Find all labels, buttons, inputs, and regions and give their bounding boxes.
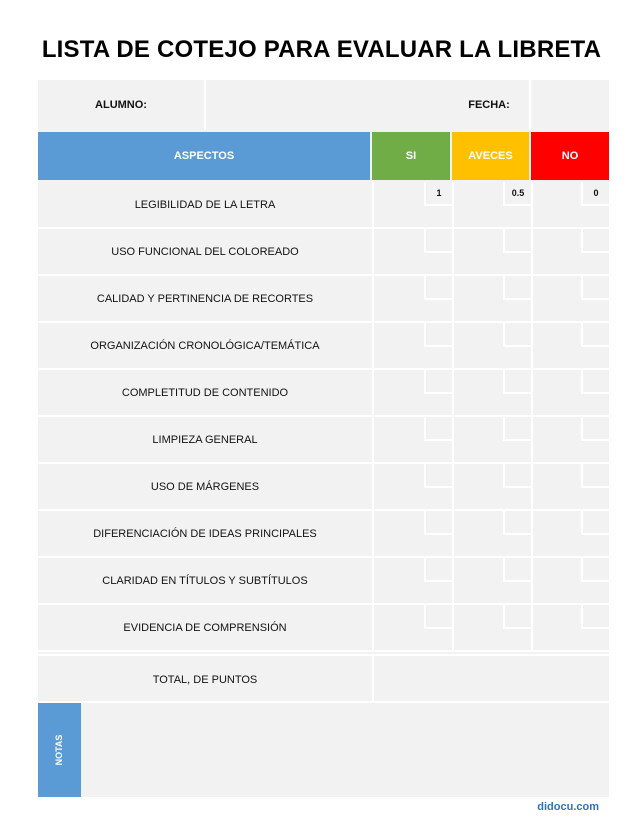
aspect-label: DIFERENCIACIÓN DE IDEAS PRINCIPALES — [93, 527, 317, 540]
aspect-label: USO FUNCIONAL DEL COLOREADO — [111, 245, 299, 258]
aspect-label: LEGIBILIDAD DE LA LETRA — [134, 198, 276, 211]
score-box-aveces — [503, 511, 531, 535]
si-header: SI — [372, 132, 450, 180]
score-box-aveces — [503, 370, 531, 394]
fecha-label: FECHA: — [468, 99, 510, 111]
score-box-aveces: 0.5 — [503, 182, 531, 206]
score-box-si — [424, 229, 452, 253]
score-box-si — [424, 323, 452, 347]
alumno-label: ALUMNO: — [95, 99, 147, 111]
score-box-no — [581, 276, 609, 300]
score-box-no — [581, 558, 609, 582]
score-box-no — [581, 323, 609, 347]
aspect-label: LIMPIEZA GENERAL — [152, 433, 258, 446]
score-box-no — [581, 605, 609, 629]
notes-label: NOTAS — [54, 734, 64, 766]
no-header: NO — [531, 132, 609, 180]
aspect-label: CLARIDAD EN TÍTULOS Y SUBTÍTULOS — [102, 574, 308, 587]
score-box-si — [424, 558, 452, 582]
total-label: TOTAL, DE PUNTOS — [152, 673, 258, 686]
score-box-si — [424, 276, 452, 300]
page-title: LISTA DE COTEJO PARA EVALUAR LA LIBRETA — [41, 36, 602, 63]
alumno-field[interactable] — [204, 80, 449, 130]
score-box-no — [581, 370, 609, 394]
checklist-sheet — [38, 80, 609, 797]
score-box-aveces — [503, 276, 531, 300]
aspectos-header: ASPECTOS — [38, 132, 370, 180]
score-box-si — [424, 511, 452, 535]
score-box-aveces — [503, 605, 531, 629]
aspect-label: EVIDENCIA DE COMPRENSIÓN — [123, 621, 287, 634]
aspect-label: COMPLETITUD DE CONTENIDO — [121, 386, 289, 399]
fecha-field[interactable] — [529, 80, 609, 130]
total-field[interactable] — [372, 656, 609, 703]
aspect-label: USO DE MÁRGENES — [150, 480, 260, 493]
footer-link[interactable]: didocu.com — [537, 801, 599, 813]
score-box-si: 1 — [424, 182, 452, 206]
aspect-label: ORGANIZACIÓN CRONOLÓGICA/TEMÁTICA — [90, 339, 320, 352]
aveces-header: AVECES — [452, 132, 529, 180]
score-box-aveces — [503, 464, 531, 488]
notes-field[interactable] — [81, 703, 609, 797]
notes-band — [38, 703, 81, 797]
score-box-no: 0 — [581, 182, 609, 206]
score-box-no — [581, 417, 609, 441]
score-box-no — [581, 229, 609, 253]
score-box-aveces — [503, 323, 531, 347]
score-box-si — [424, 417, 452, 441]
aspect-label: CALIDAD Y PERTINENCIA DE RECORTES — [96, 292, 314, 305]
score-box-si — [424, 464, 452, 488]
score-box-aveces — [503, 558, 531, 582]
score-box-si — [424, 370, 452, 394]
score-box-no — [581, 464, 609, 488]
score-box-si — [424, 605, 452, 629]
score-box-aveces — [503, 229, 531, 253]
score-box-no — [581, 511, 609, 535]
score-box-aveces — [503, 417, 531, 441]
